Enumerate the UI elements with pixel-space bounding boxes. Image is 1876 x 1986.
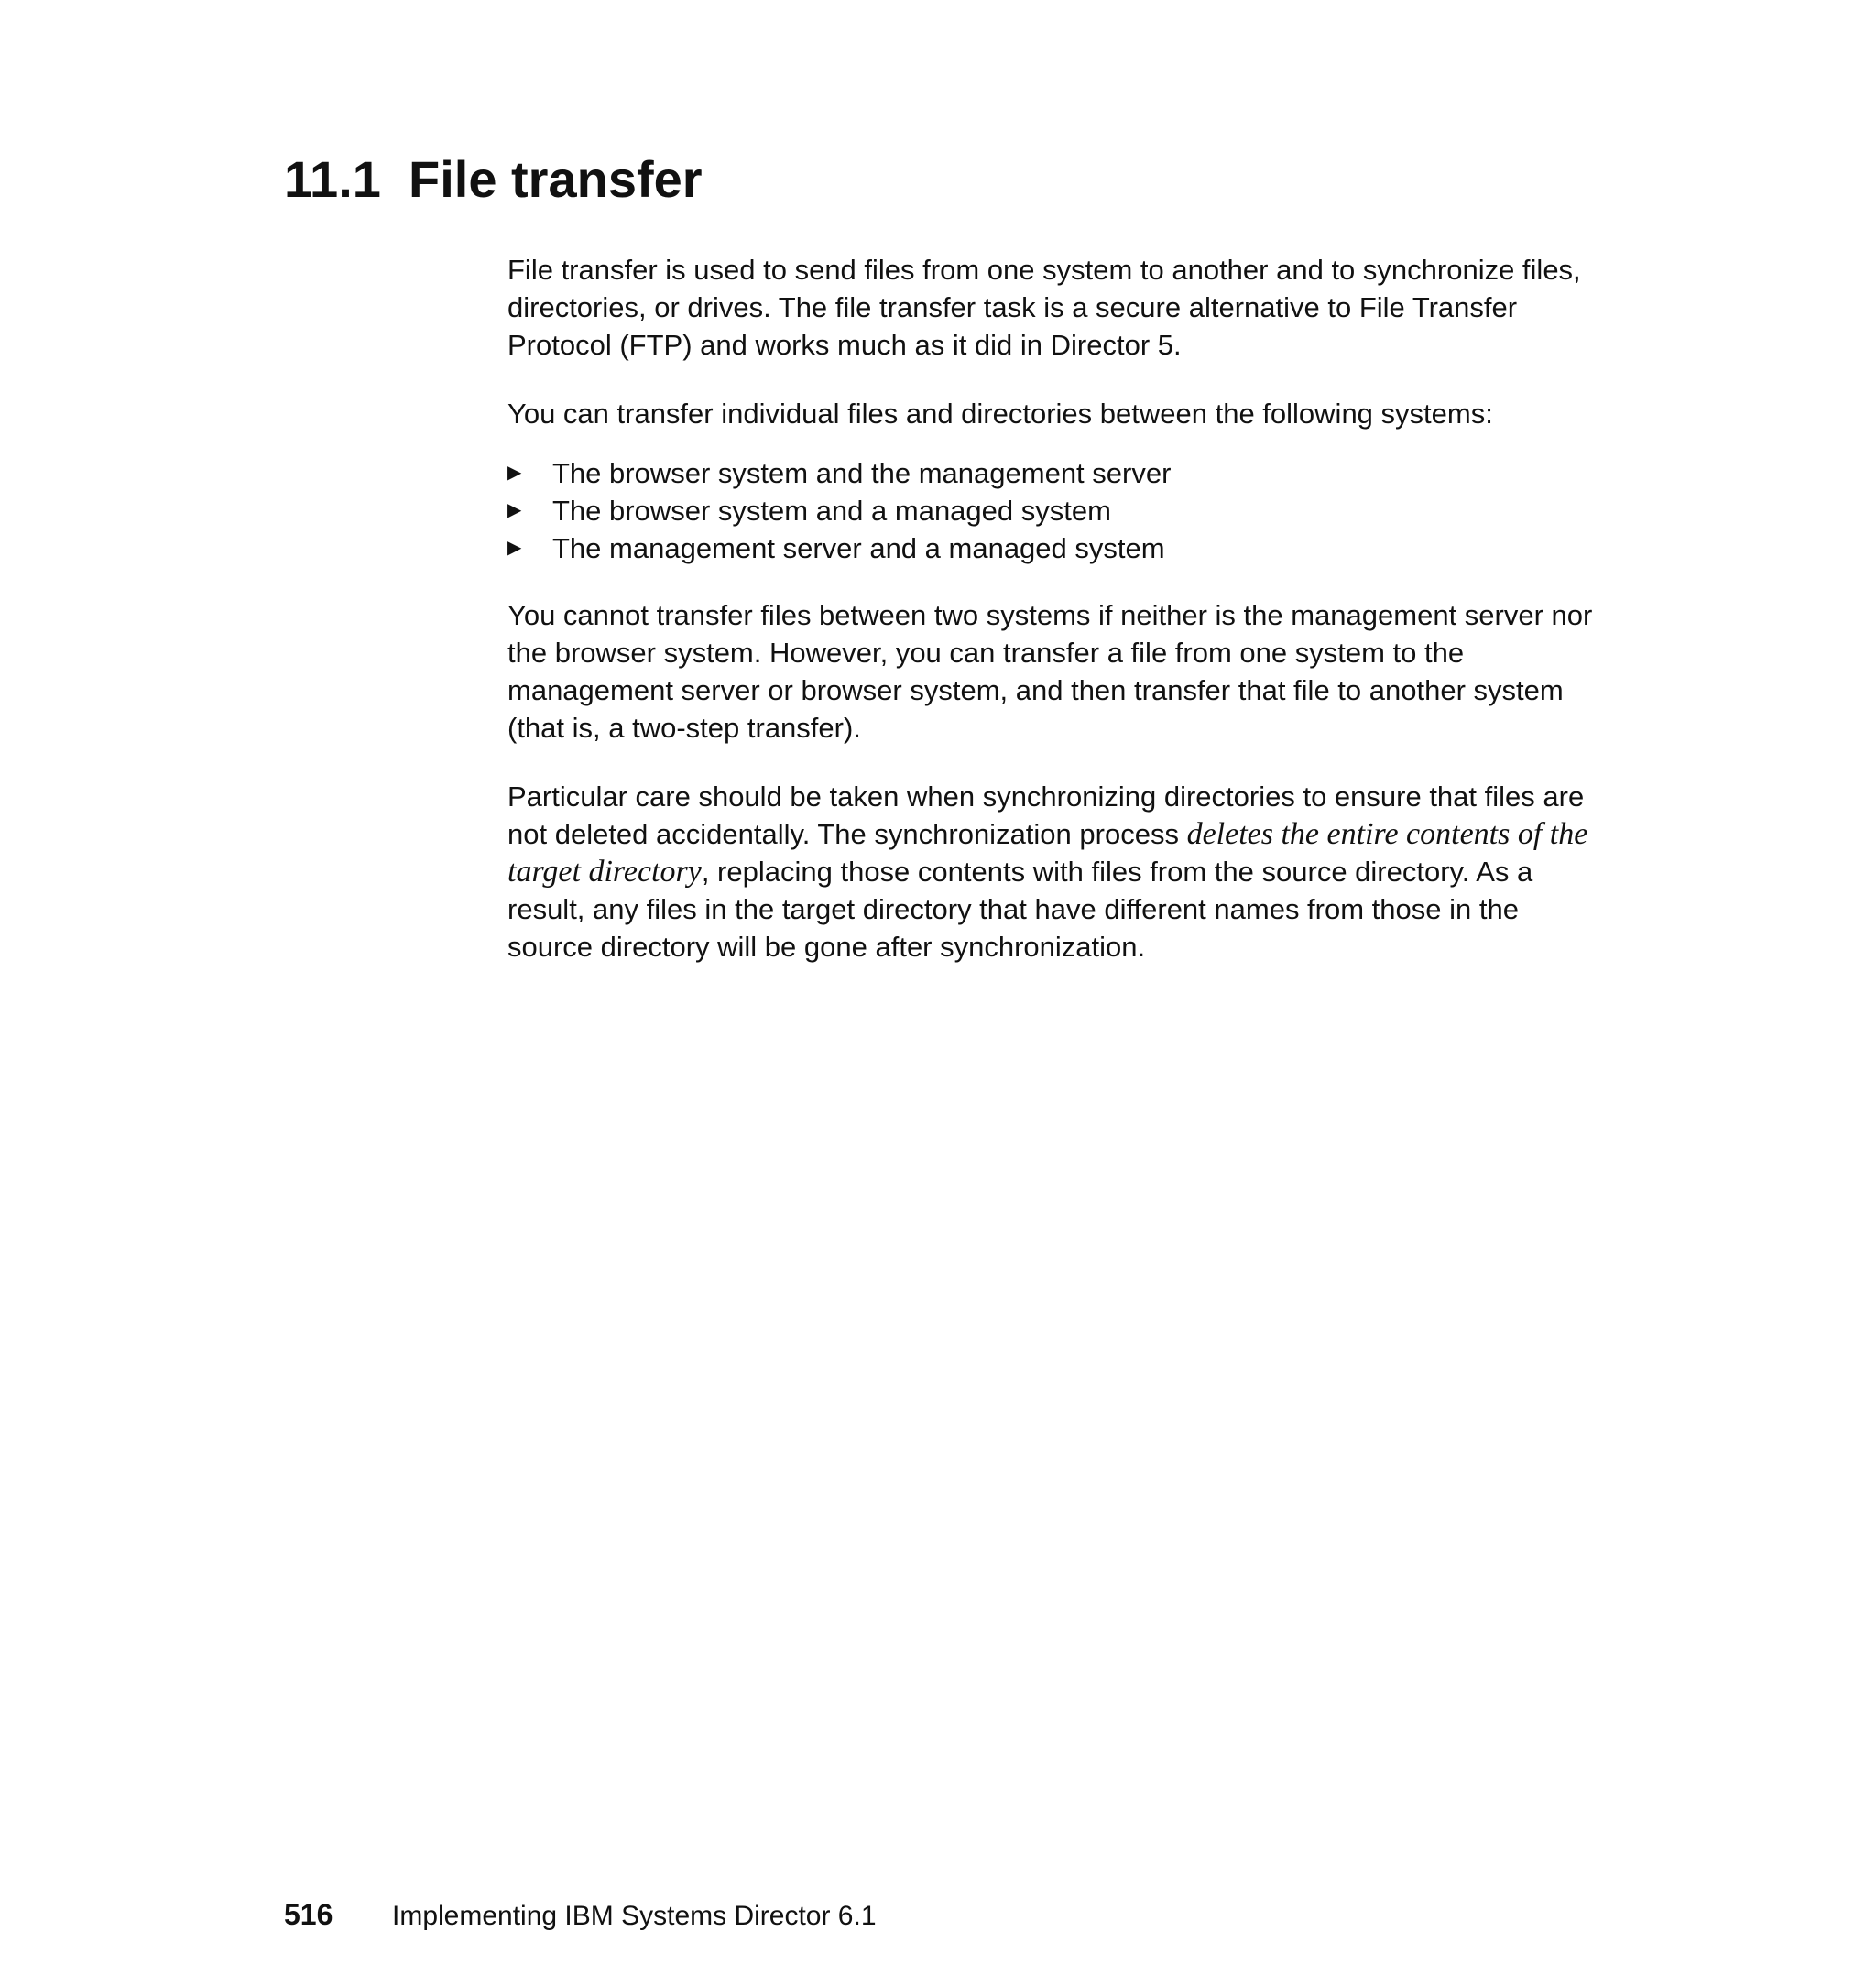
- section-heading: [284, 147, 703, 213]
- list-item-text: The browser system and the management server: [552, 457, 1172, 489]
- page-number: 516: [284, 1898, 333, 1931]
- body-text: [507, 251, 1607, 997]
- page-footer: [284, 1896, 877, 1935]
- list-item: [507, 492, 1607, 529]
- bullet-arrow-icon: ▶: [507, 538, 522, 558]
- section-number: 11.1: [284, 150, 381, 208]
- paragraph-list-intro: You can transfer individual files and directories between the following systems:: [507, 398, 1493, 430]
- paragraph-restriction: You cannot transfer files between two systems if neither is the management server nor the browser system. However, you can transfer a file from one system to the management server or browser system, and then transfer that file to another system (that is, a two-step transfer).: [507, 599, 1593, 744]
- bullet-arrow-icon: ▶: [507, 500, 522, 520]
- paragraph-sync-warning: [507, 778, 1607, 966]
- list-item: [507, 529, 1607, 567]
- sync-warning-emphasis: deletes the entire contents of the target directory: [507, 817, 1588, 889]
- list-item-text: The management server and a managed system: [552, 532, 1165, 564]
- systems-list: [507, 454, 1607, 567]
- paragraph-intro: File transfer is used to send files from one system to another and to synchronize files, directories, or drives. The file transfer task is a secure alternative to File Transfer Protocol (FTP) and works much as it did in Director 5.: [507, 254, 1581, 361]
- sync-warning-text-end: , replacing those contents with files from the source directory. As a result, any files in the target directory that have different names from those in the source directory will be gone after synchronization.: [507, 856, 1533, 963]
- section-title: File transfer: [409, 150, 703, 208]
- sync-warning-text-start: Particular care should be taken when synchronizing directories to ensure that files are not deleted accidentally. The synchronization process: [507, 780, 1585, 850]
- list-item: [507, 454, 1607, 492]
- bullet-arrow-icon: ▶: [507, 463, 522, 483]
- list-item-text: The browser system and a managed system: [552, 495, 1111, 527]
- book-title: Implementing IBM Systems Director 6.1: [392, 1901, 877, 1931]
